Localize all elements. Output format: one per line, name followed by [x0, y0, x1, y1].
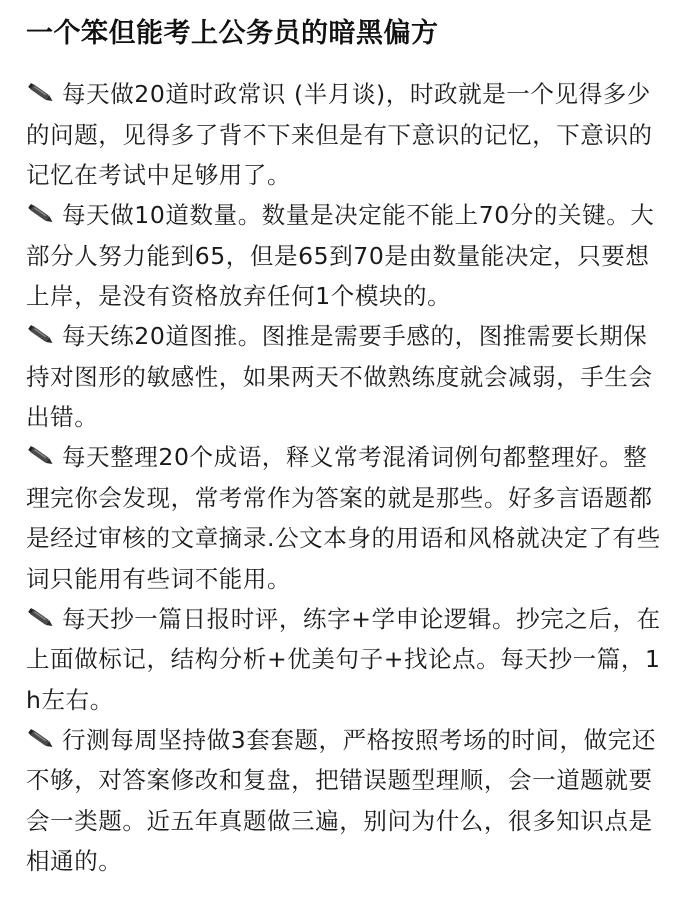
- paragraph-text: 行测每周坚持做3套套题，严格按照考场的时间，做完还不够，对答案修改和复盘，把错误题型理顺，会一道题就要会一类题。近五年真题做三遍，别问为什么，很多知识点是相通的。: [26, 725, 656, 875]
- paragraph-6: [26, 720, 664, 882]
- pen-icon: [26, 200, 56, 228]
- paragraph-4: [26, 437, 664, 599]
- pen-icon: [26, 725, 56, 753]
- paragraph-2: [26, 195, 664, 317]
- pen-icon: [26, 321, 56, 349]
- paragraph-text: 每天整理20个成语，释义常考混淆词例句都整理好。整理完你会发现，常考常作为答案的就是那些。好多言语题都是经过审核的文章摘录.公文本身的用语和风格就决定了有些词只能用有些词不能用。: [26, 443, 661, 593]
- pen-icon: [26, 79, 56, 107]
- paragraph-5: [26, 599, 664, 721]
- paragraph-1: [26, 74, 664, 196]
- paragraph-text: 每天做10道数量。数量是决定能不能上70分的关键。大部分人努力能到65，但是65到70是由数量能决定，只要想上岸，是没有资格放弃任何1个模块的。: [26, 201, 655, 310]
- paragraph-text: 每天抄一篇日报时评，练字+学申论逻辑。抄完之后，在上面做标记，结构分析+优美句子+找论点。每天抄一篇，1h左右。: [26, 604, 661, 714]
- pen-icon: [26, 442, 56, 470]
- pen-icon: [26, 604, 56, 632]
- page-title: 一个笨但能考上公务员的暗黑偏方: [26, 18, 439, 49]
- paragraph-text: 每天练20道图推。图推是需要手感的，图推需要长期保持对图形的敏感性，如果两天不做熟练度就会减弱，手生会出错。: [26, 322, 653, 431]
- paragraph-3: [26, 316, 664, 438]
- paragraph-text: 每天做20道时政常识 (半月谈)，时政就是一个见得多少的问题，见得多了背不下来但是有下意识的记忆，下意识的记忆在考试中足够用了。: [26, 80, 653, 189]
